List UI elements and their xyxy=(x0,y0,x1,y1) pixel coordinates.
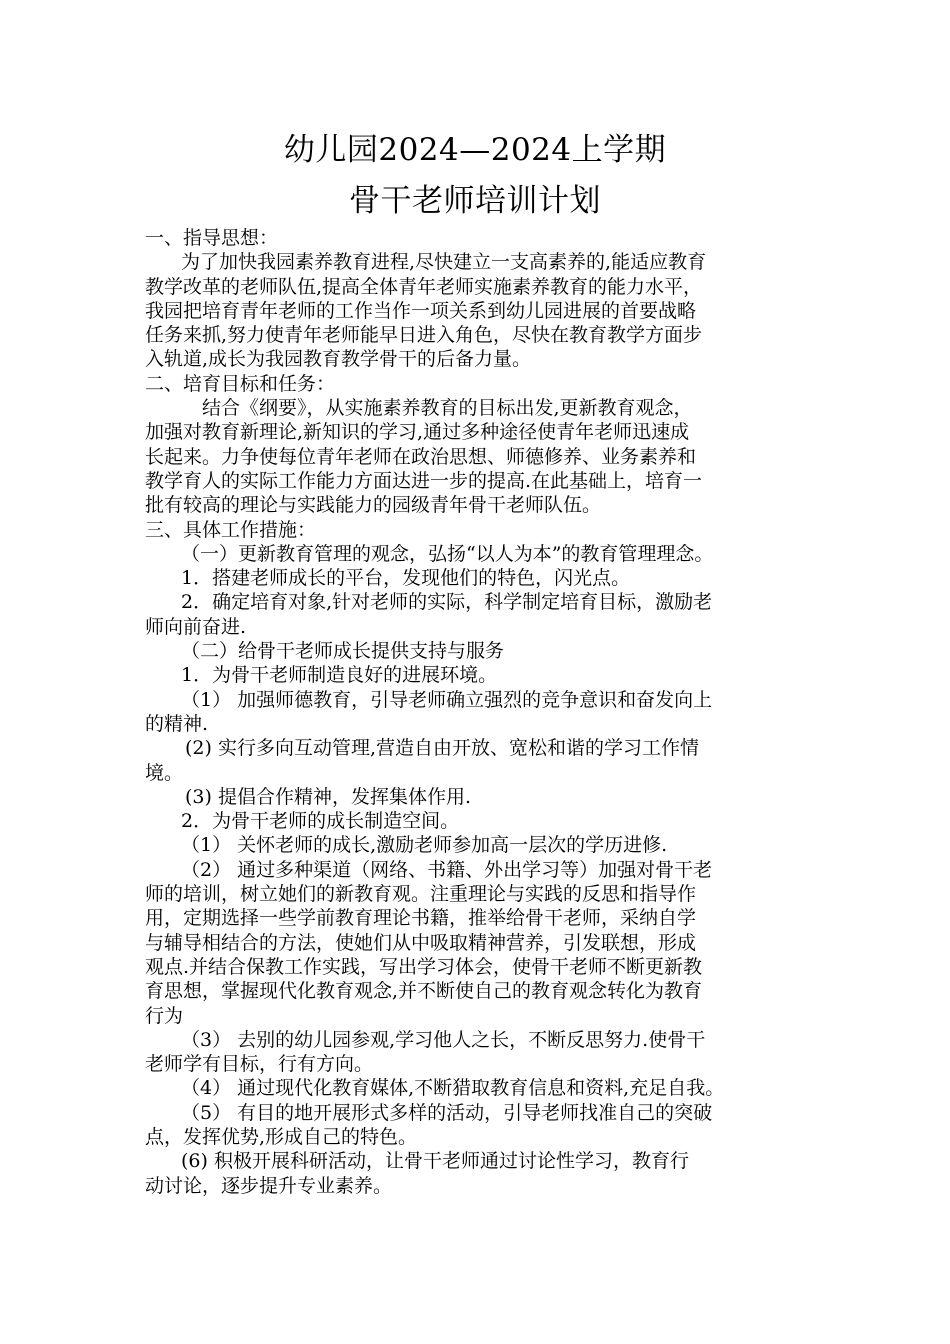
text-line: 二、培育目标和任务： xyxy=(145,372,336,395)
text-line: （1） 加强师德教育，引导老师确立强烈的竞争意识和奋发向上 xyxy=(181,688,713,711)
text-line: （5） 有目的地开展形式多样的活动，引导老师找准自己的突破 xyxy=(181,1101,713,1124)
text-line: 师的培训，树立她们的新教育观。注重理论与实践的反思和指导作 xyxy=(145,883,697,906)
text-line: （一）更新教育管理的观念，弘扬“以人为本”的教育管理理念。 xyxy=(181,542,714,565)
text-line: 入轨道,成长为我园教育教学骨干的后备力量。 xyxy=(145,348,532,371)
text-line: 长起来。力争使每位青年老师在政治思想、师德修养、业务素养和 xyxy=(145,445,697,468)
text-line: （3） 去别的幼儿园参观,学习他人之长，不断反思努力.使骨干 xyxy=(181,1028,706,1051)
text-line: 加强对教育新理论,新知识的学习,通过多种途径使青年老师迅速成 xyxy=(145,421,690,444)
document-title-line-1: 幼儿园2024—2024上学期 xyxy=(283,132,667,168)
text-line: 的精神. xyxy=(145,712,209,735)
text-line: 结合《纲要》，从实施素养教育的目标出发,更新教育观念， xyxy=(202,397,693,420)
text-line: 2．为骨干老师的成长制造空间。 xyxy=(181,810,460,833)
text-line: 行为 xyxy=(145,1004,184,1027)
text-line: 观点.并结合保教工作实践，写出学习体会，使骨干老师不断更新教 xyxy=(145,955,703,978)
text-line: 用，定期选择一些学前教育理论书籍，推举给骨干老师，采纳自学 xyxy=(145,907,697,930)
text-line: 一、指导思想： xyxy=(145,227,279,249)
text-line: 1．搭建老师成长的平台，发现他们的特色，闪光点。 xyxy=(181,567,631,590)
text-line: 动讨论，逐步提升专业素养。 xyxy=(145,1174,393,1197)
text-line: (6) 积极开展科研活动，让骨干老师通过讨论性学习，教育行 xyxy=(181,1150,689,1173)
text-line: 境。 xyxy=(145,761,184,784)
text-line: （4） 通过现代化教育媒体,不断猎取教育信息和资料,充足自我。 xyxy=(181,1077,725,1100)
text-line: （2） 通过多种渠道（网络、书籍、外出学习等）加强对骨干老 xyxy=(181,858,713,881)
text-line: (3) 提倡合作精神，发挥集体作用. xyxy=(185,785,471,808)
text-line: 三、具体工作措施： xyxy=(145,518,317,541)
document-body xyxy=(145,226,815,1198)
text-line: 1．为骨干老师制造良好的进展环境。 xyxy=(181,664,498,687)
text-line: 与辅导相结合的方法，使她们从中吸取精神营养，引发联想，形成 xyxy=(145,931,697,954)
text-line: 为了加快我园素养教育进程,尽快建立一支高素养的,能适应教育 xyxy=(181,251,707,274)
text-line: 教学育人的实际工作能力方面达进一步的提高.在此基础上，培育一 xyxy=(145,469,703,492)
text-line: （二）给骨干老师成长提供支持与服务 xyxy=(181,640,505,663)
document-title-line-2: 骨干老师培训计划 xyxy=(349,183,601,219)
text-line: 老师学有目标，行有方向。 xyxy=(145,1053,374,1076)
text-line: 教学改革的老师队伍,提高全体青年老师实施素养教育的能力水平， xyxy=(145,275,703,298)
text-line: 任务来抓,努力使青年老师能早日进入角色，尽快在教育教学方面步 xyxy=(145,324,703,347)
text-line: 师向前奋进. xyxy=(145,615,247,638)
text-line: 点，发挥优势,形成自己的特色。 xyxy=(145,1125,418,1148)
text-line: (2) 实行多向互动管理,营造自由开放、宽松和谐的学习工作情 xyxy=(185,737,699,760)
text-line: 育思想，掌握现代化教育观念,并不断使自己的教育观念转化为教育 xyxy=(145,980,703,1003)
text-line: 批有较高的理论与实践能力的园级青年骨干老师队伍。 xyxy=(145,494,602,517)
text-line: （1） 关怀老师的成长,激励老师参加高一层次的学历进修. xyxy=(181,834,668,857)
text-line: 我园把培育青年老师的工作当作一项关系到幼儿园进展的首要战略 xyxy=(145,299,697,322)
text-line: 2．确定培育对象,针对老师的实际，科学制定培育目标，激励老 xyxy=(181,591,713,614)
